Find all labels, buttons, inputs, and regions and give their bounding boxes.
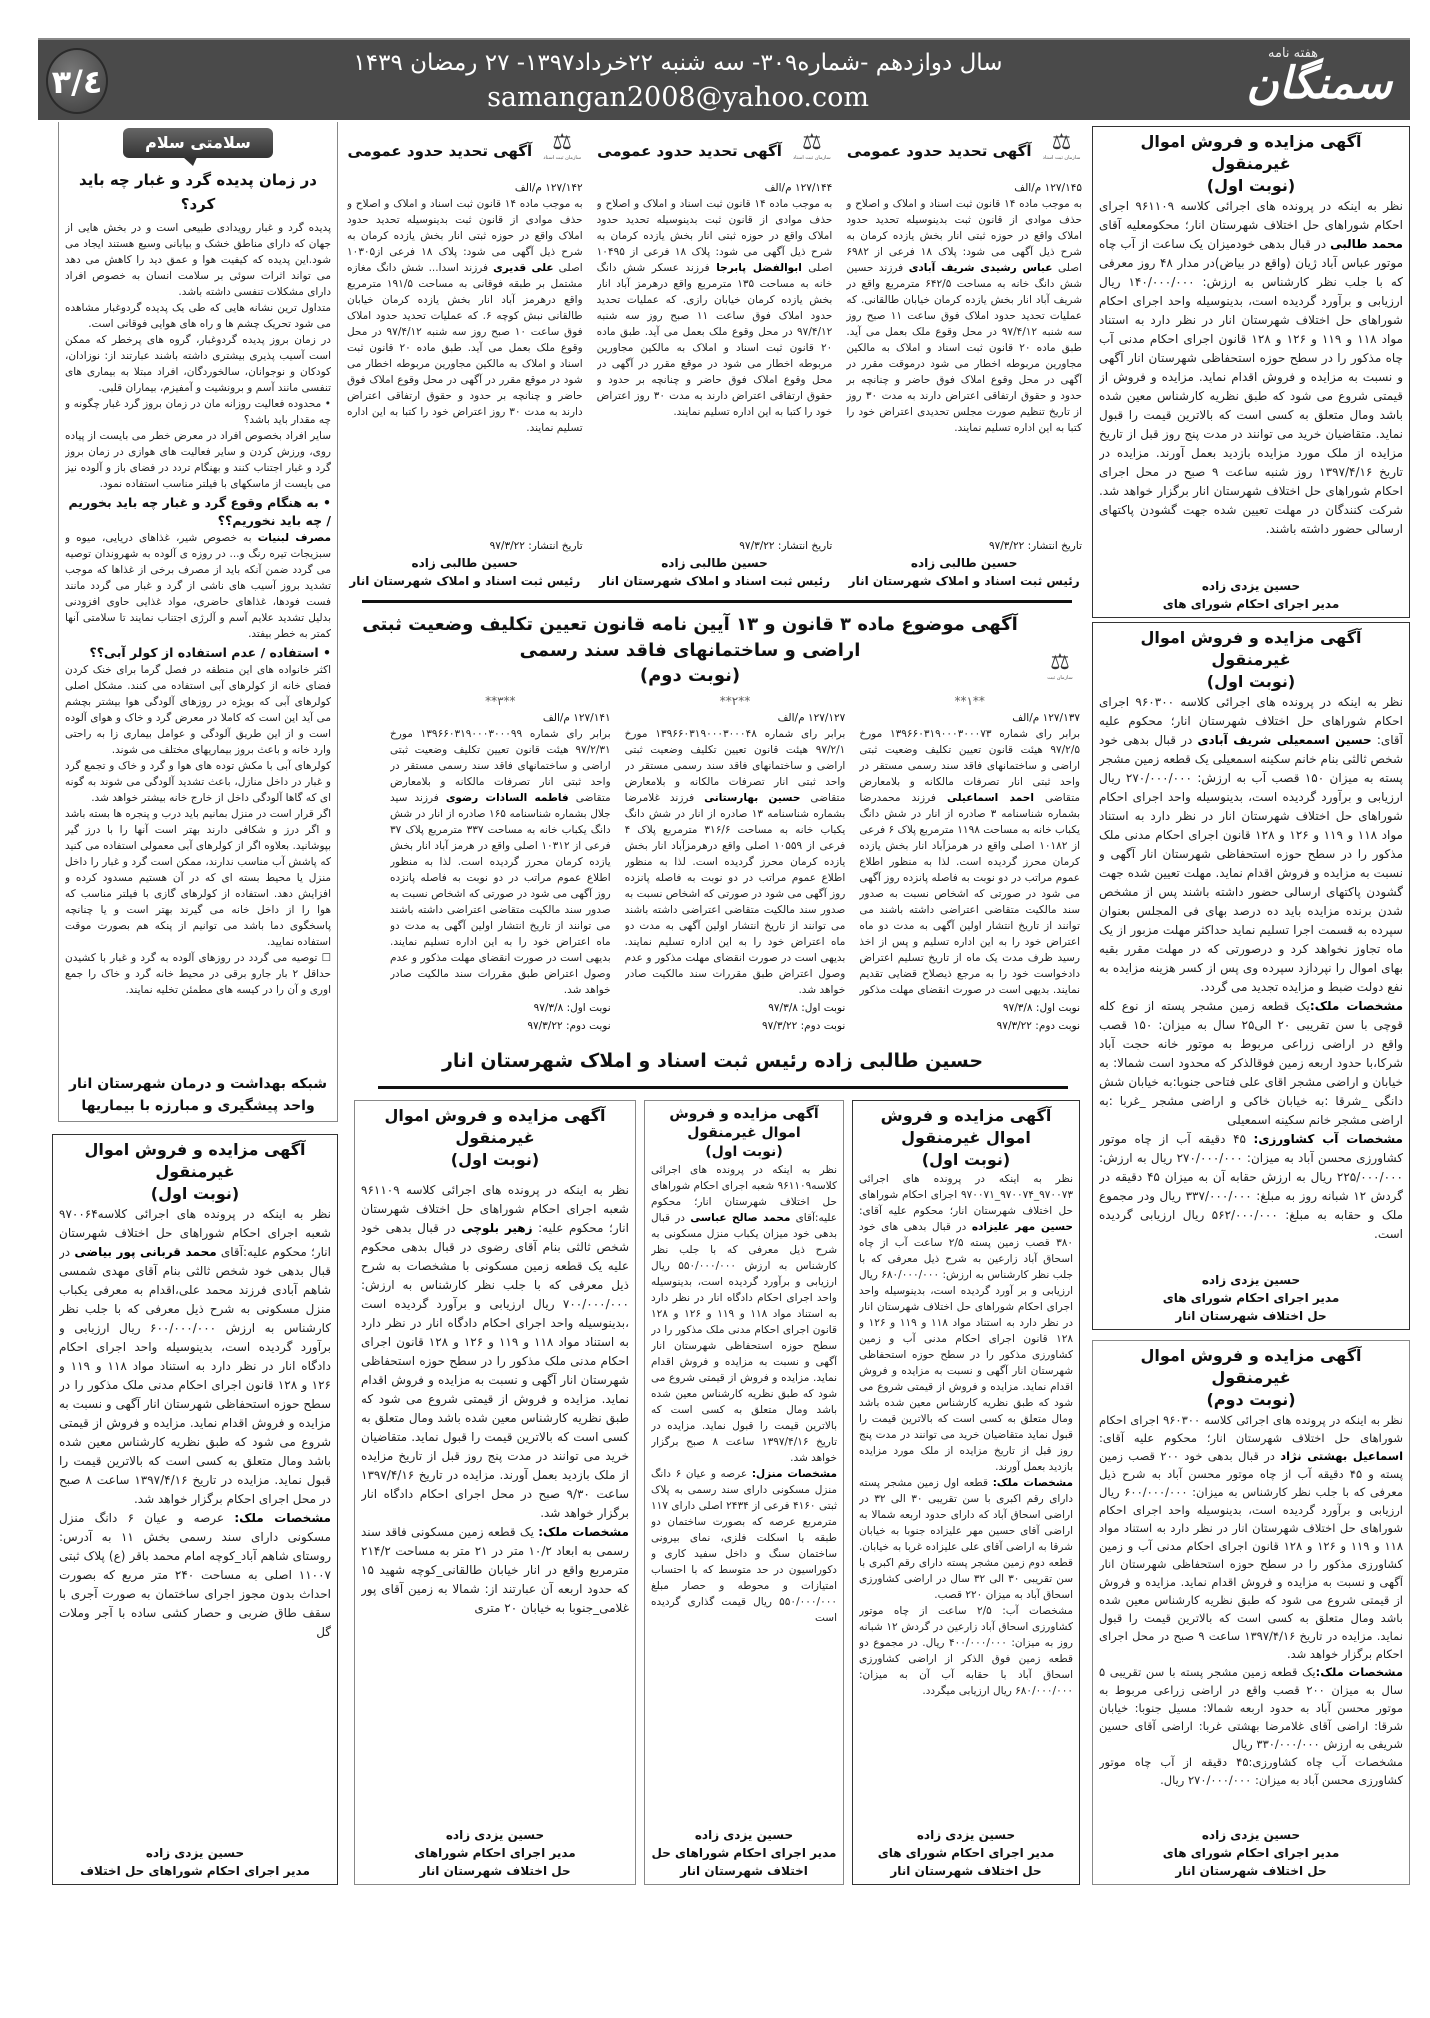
health-paragraph: • محدوده فعالیت روزانه مان در زمان بروز گرد غبار چگونه و چه مقدار باید باشد؟ bbox=[65, 398, 331, 426]
health-subheading: • استفاده / عدم استفاده از کولر آبی؟؟ bbox=[89, 645, 331, 660]
signer-title: مدیر اجرای احکام شوراهای حل bbox=[651, 1846, 837, 1860]
notice-title: آگهی تحدید حدود عمومی bbox=[347, 142, 533, 160]
water-specs: مشخصات آب: ۲/۵ ساعت از چاه موتور کشاورزی اسحاق آباد زارعین در گردش ۱۲ شبانه روز به میزان: ۴۰۰/۰۰۰/۰۰۰ ریال. در مجموع دو قطعه زمین فوق الذکر از اراضی کشاورزی اسحاق آباد با حقابه آب آن به میزان: ۶۸۰/۰۰۰/۰۰۰ ریال ارزیابی میگردد. bbox=[859, 1605, 1073, 1697]
notice-title: آگهی مزایده و فروش اموال غیرمنقول bbox=[669, 1106, 819, 1141]
notice-title: آگهی مزایده و فروش اموال غیرمنقول bbox=[1140, 132, 1362, 173]
notice-body: نظر به اینکه در پرونده های اجرائی کلاسه ۹۶۰۳۰۰ اجرای احکام شوراهای حل اختلاف شهرستان انار؛ محکوم علیه آقای: اسماعیل بهشتی نژاد در قبال بدهی خود ۲۰۰ قصب زمین پسته و ۴۵ دقیقه آب از چاه موتور محسن آباد به شرح ذیل معرفی که با جلب نظر کارشناس به میزان: ۶۰۰/۰۰۰/۰۰۰ ریال ارزیابی و برآورد گردیده است، بدینوسیله واحد اجرای احکام شوراهای حل اختلاف شهرستان انار در نظر دارد به استناد مواد ۱۱۸ و ۱۱۹ و ۱۲۶ و ۱۲۸ قانون اجرای احکام مدنی آب و زمین کشاورزی مذکور را در سطح حوزه استحفاظی شهرستان انار آگهی و نسبت به مزایده و فروش اقدام نماید. مزایده و فروش از قیمتی شروع می شود که طبق نظریه کارشناس معین شده باشد ومال متعلق به کسی است که بالاترین قیمت را قبول نماید. مزایده در تاریخ ۱۳۹۷/۴/۱۶ ساعت ۹ صبح در محل اجرای احکام برگزار خواهد شد. bbox=[1099, 1413, 1403, 1661]
debtor-name: محمد طالبی bbox=[1330, 237, 1403, 251]
health-paragraph: پدیده گرد و غبار رویدادی طبیعی است و در بخش هایی از جهان که دارای مناطق خشک و بیابانی وسیع هستند ایجاد می شود.این پدیده که کیفیت هوا و عمق دید را کاهش می دهد می تواند اثرات سوئی بر سلامت انسان به خصوص افراد دارای مشکلات تنفسی داشته باشد. bbox=[65, 222, 331, 298]
notice-round: (نوبت اول) bbox=[921, 1150, 1011, 1169]
signer-title-2: حل اختلاف شهرستان انار bbox=[1175, 1864, 1327, 1878]
signer-title-2: حل اختلاف شهرستان انار bbox=[419, 1864, 571, 1878]
property-specs: مشخصات ملک:یک قطعه زمین مشجر پسته با سن تقریبی ۵ سال به میزان ۲۰۰ قصب واقع در اراضی زراعی مربوط به موتور محسن آباد به حدود اربعه شمالا: مسیل جنوبا: خیابان شرقا: اراضی آقای غلامرضا بهشتی غربا: اراضی آقای حسین شریفی به ارزش ۳۳۰/۰۰۰/۰۰۰ ریال bbox=[1099, 1665, 1403, 1751]
health-article bbox=[58, 122, 338, 1122]
item-marker: **۱** bbox=[954, 694, 985, 708]
signer-title-2: اختلاف شهرستان انار bbox=[680, 1864, 808, 1878]
second-publish: نوبت دوم: ۹۷/۳/۲۲ bbox=[762, 1020, 846, 1032]
notice-round: (نوبت اول) bbox=[1206, 176, 1296, 195]
signer-name: حسین یزدی زاده bbox=[916, 1828, 1016, 1842]
health-section-banner: سلامتی سلام bbox=[123, 128, 273, 158]
signer-name: حسین یزدی زاده bbox=[445, 1828, 545, 1842]
owner-name: عباس رشیدی شریف آبادی bbox=[908, 262, 1053, 274]
health-paragraph: متداول ترین نشانه هایی که طی یک پدیده گردوغبار مشاهده می شود تحریک چشم ها و راه های هوایی فوقانی است. bbox=[65, 302, 331, 330]
article3-round: (نوبت دوم) bbox=[639, 665, 741, 686]
notice-title: آگهی تحدید حدود عمومی bbox=[597, 142, 782, 160]
auction-notice-right-top bbox=[1092, 126, 1410, 618]
signer-name: حسین یزدی زاده bbox=[145, 1846, 245, 1860]
notice-body: به موجب ماده ۱۴ قانون ثبت اسناد و املاک و اصلاح و حذف موادی از قانون ثبت بدینوسیله تحدید حدود املاک واقع در حوزه ثبتی انار بخش یازده کرمان به شرح ذیل آگهی می شود: پلاک ۱۸ فرعی از ۶۹۸۲ اصلی عباس رشیدی شریف آبادی فرزند حسین شش دانگ خانه به مساحت ۶۴۲/۵ مترمربع واقع در شریف آباد انار بخش یازده کرمان خیابان طالقانی. که عملیات تحدید حدود املاک فوق ساعت ۱۱ صبح روز سه شنبه ۹۷/۴/۱۲ در محل وقوع ملک بعمل می آید. طبق ماده ۲۰ قانون ثبت اسناد و املاک به مالکین مجاورین مربوطه اخطار می شود درموقت مقرر در آگهی در محل وقوع املاک فوق حاضر و چنانچه بر حدود و حقوق ارتفاقی اعتراض دارند به مدت ۳۰ روز از تاریخ تنظیم صورت مجلس تحدیدی اعتراض خود را کتبا به این اداره تسلیم نمایند. bbox=[846, 198, 1082, 434]
first-publish: نوبت اول: ۹۷/۳/۸ bbox=[1002, 1002, 1080, 1014]
notice-body: به موجب ماده ۱۴ قانون ثبت اسناد و املاک و اصلاح و حذف موادی از قانون ثبت بدینوسیله تحدید حدود املاک واقع در حوزه ثبتی انار بخش یازده کرمان به شرح ذیل آگهی می شود: پلاک ۱۸ فرعی از ۱۰۴۹۵ اصلی ابوالفضل پابرجا فرزند عسکر شش دانگ خانه به مساحت ۱۳۵ مترمربع واقع درهرمز آباد انار بخش یازده کرمان خیابان رازی. که عملیات تحدید حدود املاک فوق ساعت ۱۱ صبح روز سه شنبه ۹۷/۴/۱۲ در محل وقوع ملک بعمل می آید. طبق ماده ۲۰ قانون ثبت اسناد و املاک به مالکین مجاورین مربوطه اخطار می شود در موقع مقرر در آگهی در محل وقوع املاک فوق حاضر و چنانچه بر حدود و حقوق ارتفاقی اعتراض دارند به مدت ۳۰ روز اعتراض خود را کتبا به این اداره تسلیم نمایند. bbox=[596, 198, 833, 418]
property-specs: مشخصات ملک: قطعه اول زمین مشجر پسته دارای رقم اکبری با سن تقریبی ۳۰ الی ۳۲ در اراضی اسحاق آباد که دارای حدود اربعه شمالا به اراضی آقای حسین مهر علیزاده جنوبا به خیابان شرقا به اراضی آقای علی علیزاده غربا به خیابان. قطعه دوم زمین مشجر پسته دارای رقم اکبری با سن تقریبی ۳۰ الی ۳۲ سال در اراضی کشاورزی اسحاق آباد به میزان ۲۲۰ قصب. bbox=[859, 1477, 1073, 1601]
health-paragraph: اگر قرار است در منزل بمانیم باید درب و پنجره ها بسته باشد و اگر درز و شکافی دارند بهتر است آنها را با درز گیر بپوشانید. بعلاوه اگر از کولرهای آبی معمولی استفاده می کنید که پاشش آب مناسب ندارند، ممکن است گرد و غبار را داخل منزل یا محیط بسته ای که در آن هستیم مسدود کرده و افزایش دهد. استفاده از کولرهای گازی با فیلتر مناسب که هوا را از داخل خانه می گیرند بهتر است و یا چنانچه پاسخگوی دما باشد می توانیم از پنکه هم بصورت موقت استفاده نمایید. bbox=[65, 808, 331, 948]
signer-title: مدیر اجرای احکام شورای های bbox=[1162, 1846, 1340, 1860]
notice-round: (نوبت اول) bbox=[150, 1184, 240, 1203]
health-paragraph: مصرف لبنیات به خصوص شیر، غذاهای دریایی، میوه و سبزیجات تیره رنگ و... در روزه ی آلوده به شهروندان توصیه می گردد ضمن آنکه باید از مصرف برخی از غذاها که موجب تشدید بروز آسیب های ناشی از گرد و غبار می گردد مانند فست فودها، غذاهای حاضری، مواد غذایی حاوی افزودنی بدلیل تشدید علایم آسم و آلرژی اجتناب نمایند تا سلامتی آنها کمتر به خطر بیفتد. bbox=[65, 532, 331, 640]
debtor-name: زهیر بلوچی bbox=[461, 1221, 533, 1235]
signer-title: رئیس ثبت اسناد و املاک شهرستان انار bbox=[349, 574, 581, 588]
health-article-title: در زمان پدیده گرد و غبار چه باید کرد؟ bbox=[79, 171, 317, 213]
applicant-name: احمد اسماعیلی bbox=[947, 792, 1034, 804]
signer-title-2: حل اختلاف شهرستان انار bbox=[1175, 1309, 1327, 1323]
notice-title: آگهی مزایده و فروش اموال غیرمنقول bbox=[84, 1140, 306, 1181]
weekly-label: هفته نامه bbox=[1268, 46, 1318, 61]
judiciary-emblem-icon: ⚖ سازمان ثبت اسناد bbox=[792, 130, 831, 161]
boundary-notice-2 bbox=[597, 130, 833, 590]
auction-notice-right-middle bbox=[1092, 622, 1410, 1330]
second-publish: نوبت دوم: ۹۷/۳/۲۲ bbox=[996, 1020, 1080, 1032]
article3-signature: حسین طالبی زاده رئیس ثبت اسناد و املاک شهرستان انار bbox=[441, 1050, 984, 1072]
judiciary-emblem-icon: ⚖ سازمان ثبت اسناد bbox=[543, 130, 582, 161]
issue-info bbox=[338, 46, 1018, 116]
article3-item-3 bbox=[390, 694, 611, 1034]
item-ref: ۱۲۷/۱۴۱ م/الف bbox=[542, 712, 611, 724]
first-publish: نوبت اول: ۹۷/۳/۸ bbox=[533, 1002, 611, 1014]
notice-body: نظر به اینکه در پرونده های اجرائی کلاسه ۹۶۱۱۰۹ شعبه اجرای احکام شوراهای حل اختلاف شهرستان انار؛ محکوم علیه: زهیر بلوچی در قبال بدهی خود شخص ثالثی بنام آقای رضوی در قبال بدهی محکوم علیه یک قطعه زمین مسکونی با مشخصات به شرح ذیل معرفی که با جلب نظر کارشناس به ارزش: ۷۰۰/۰۰۰/۰۰۰ ریال ارزیابی و برآورد گردیده است ،بدینوسیله واحد اجرای احکام دادگاه انار در نظر دارد به استناد مواد ۱۱۸ و ۱۱۹ و ۱۲۶ و ۱۲۸ قانون اجرای احکام مدنی ملک مذکور را در سطح حوزه استحفاظی شهرستان انار آگهی و نسبت به مزایده و فروش اقدام نماید. مزایده و فروش از قیمتی شروع می شود که طبق نظریه کارشناس معین شده باشد ومال متعلق به کسی است که بالاترین قیمت را قبول نماید. متقاضیان خرید می توانند در مدت پنج روز قبل از تاریخ مزایده از ملک بازدید بعمل آورند. مزایده در تاریخ ۱۳۹۷/۴/۱۶ ساعت ۹/۳۰ صبح در محل اجرای احکام دادگاه انار برگزار خواهد شد. bbox=[361, 1183, 629, 1520]
masthead bbox=[38, 38, 1410, 120]
signer-name: حسین یزدی زاده bbox=[1201, 1273, 1301, 1287]
property-specs: مشخصات منزل: عرصه و عیان ۶ دانگ منزل مسکونی دارای سند رسمی به پلاک ثبتی ۴۱۶۰ فرعی از ۲۴۳۴ اصلی دارای ۱۱۷ مترمربع عرصه که بصورت ساختمان دو طبقه با اسکلت فلزی، نمای بیرونی ساختمان سنگ و داخل سفید کاری و دکوراسیون در حد متوسط که با احتساب امتیازات و محوطه و حصار مبلغ ۵۵۰/۰۰۰/۰۰۰ ریال قیمت گذاری گردیده است bbox=[651, 1468, 837, 1624]
debtor-name: محمد قربانی پور بیاضی bbox=[74, 1245, 217, 1259]
judiciary-emblem-icon: ⚖ سازمان ثبت bbox=[1047, 650, 1073, 681]
health-paragraph: کولرهای آبی با مکش توده های هوا و گرد و خاک و تجمع گرد و غبار در داخل منازل، باعث تشدید آلودگی می شوند به گونه ای که گاها آلودگی داخل از خارج خانه بیشتر خواهد شد. bbox=[65, 760, 331, 804]
property-specs: مشخصات ملک: یک قطعه زمین مسکونی فاقد سند رسمی به ابعاد ۱۰/۲ متر در ۲۱ متر به مساحت ۲۱۴/۲ مترمربع واقع در انار خیابان طالقانی_کوچه شهید ۱۵ که حدود اربعه آن عبارتند از: شمالا به زمین آقای پور غلامی_جنوبا به خیابان ۲۰ متری bbox=[361, 1525, 629, 1615]
notice-body: به موجب ماده ۱۴ قانون ثبت اسناد و املاک و اصلاح و حذف موادی از قانون ثبت بدینوسیله تحدید حدود املاک واقع در حوزه ثبتی انار بخش یازده کرمان به شرح ذیل آگهی می شود: پلاک ۱۸ فرعی از۱۰۳۰۵ اصلی علی قدیری فرزند اسدا... شش دانگ مغازه مشتمل بر طبقه فوقانی به مساحت ۱۹۱/۵ مترمربع واقع درهرمز آباد انار بخش یازده کرمان خیابان طالقانی نبش کوچه ۶. که عملیات تحدید حدود املاک فوق ساعت ۱۰ صبح روز سه شنبه ۹۷/۴/۱۲ در محل وقوع ملک بعمل می آید. طبق ماده ۲۰ قانون ثبت اسناد و املاک به مالکین مجاورین مربوطه اخطار می شود در موقع مقرر در آگهی در محل وقوع املاک فوق حاضر و چنانچه بر حدود و حقوق ارتفاقی اعتراض دارند به مدت ۳۰ روز اعتراض خود را کتبا به این اداره تسلیم نمایند. bbox=[346, 198, 583, 434]
notice-title: آگهی تحدید حدود عمومی bbox=[846, 142, 1032, 160]
notice-round: (نوبت اول) bbox=[1206, 672, 1296, 691]
health-source-2: واحد پیشگیری و مبارزه با بیماریها bbox=[81, 1098, 315, 1114]
auction-notice-right-bottom bbox=[1092, 1340, 1410, 1885]
item-marker: **۲** bbox=[719, 694, 751, 708]
signer-name: حسین یزدی زاده bbox=[1201, 579, 1301, 593]
signer-title: مدیر اجرای احکام شورای های bbox=[877, 1846, 1055, 1860]
signer-title: مدیر اجرای احکام شورای های bbox=[1162, 1291, 1340, 1305]
auction-notice-center-left bbox=[354, 1100, 636, 1885]
health-source-1: شبکه بهداشت و درمان شهرستان انار bbox=[68, 1076, 328, 1092]
article3-items bbox=[390, 694, 1080, 1034]
publish-date: تاریخ انتشار: ۹۷/۳/۲۲ bbox=[489, 540, 583, 552]
water-specs: مشخصات آب چاه کشاورزی:۴۵ دقیقه از آب چاه موتور کشاورزی محسن آباد به میزان: ۲۷۰/۰۰۰/۰۰۰ ریال. bbox=[1099, 1755, 1403, 1787]
notice-body: نظر به اینکه در پرونده های اجرائی کلاسه۹۷۰۰۶۴ شعبه اجرای احکام شوراهای حل اختلاف شهرستان انار؛ محکوم علیه:آقای محمد قربانی پور بیاضی در قبال بدهی خود شخص ثالثی بنام آقای مهدی شمسی شاهم آبادی فرزند محمد علی،اقدام به معرفی یکباب منزل مسکونی به شرح ذیل معرفی که با جلب نظر کارشناس به ارزش ۶۰۰/۰۰۰/۰۰۰ ریال ارزیابی و برآورد گردیده است، بدینوسیله واحد اجرای احکام دادگاه انار در نظر دارد به استناد مواد ۱۱۸ و ۱۱۹ و ۱۲۶ و ۱۲۸ قانون اجرای احکام مدنی ملک مذکور را در سطح حوزه استحفاظی شهرستان انار آگهی و نسبت به مزایده و فروش اقدام نماید. مزایده و فروش از قیمتی شروع می شود که طبق نظریه کارشناس معین شده باشد ومال متعلق به کسی است که بالاترین قیمت را قبول نماید. مزایده در تاریخ ۱۳۹۷/۴/۱۶ ساعت ۸ صبح در محل اجرای احکام برگزار خواهد شد. bbox=[59, 1207, 331, 1506]
auction-notice-center-right bbox=[852, 1100, 1080, 1885]
signer-title-2: حل اختلاف شهرستان انار bbox=[890, 1864, 1042, 1878]
boundary-notice-1 bbox=[846, 130, 1082, 590]
item-body: برابر رای شماره ۱۳۹۶۶۰۳۱۹۰۰۰۳۰۰۰۹۹ مورخ ۹۷/۲/۳۱ هیئت قانون تعیین تکلیف وضعیت ثبتی اراضی و ساختمانهای فاقد سند رسمی مستقر در واحد ثبتی انار تصرفات مالکانه و بلامعارض متقاضی فاطمه السادات رضوی فرزند سید جلال بشماره شناسنامه ۱۶۵ صادره از انار در شش دانگ یکباب خانه به مساحت ۳۳۷ مترمربع پلاک ۳۷ فرعی از ۱۰۳۱۲ اصلی واقع در هرمز آباد انار بخش یازده کرمان محرز گردیده است. لذا به منظور اطلاع عموم مراتب در دو نوبت به فاصله پانزده روز آگهی می شود در صورتی که اشخاص نسبت به صدور سند مالکیت متقاضی اعتراضی داشته باشند می توانند از تاریخ انتشار اولین آگهی به مدت دو ماه اعتراض خود را به این اداره تسلیم نمایند. بدیهی است در صورت انقضای مهلت مذکور و عدم وصول اعتراض طبق مقررات سند مالکیت صادر خواهد شد. bbox=[389, 728, 611, 996]
notice-ref: ۱۲۷/۱۴۲ م/الف bbox=[514, 182, 583, 194]
signer-title: رئیس ثبت اسناد و املاک شهرستان انار bbox=[598, 574, 830, 588]
paper-name: سمنگان bbox=[1246, 58, 1392, 109]
article3-item-2 bbox=[625, 694, 846, 1034]
article3-heading: آگهی موضوع ماده ۳ قانون و ۱۳ آیین نامه قانون تعیین تکلیف وضعیت ثبتی اراضی و ساختمانهای فاقد سند رسمی bbox=[362, 614, 1018, 661]
signer-name: حسین یزدی زاده bbox=[694, 1828, 794, 1842]
notice-body: نظر به اینکه در پرونده های اجرائی کلاسه ۹۶۱۱۰۹ اجرای احکام شوراهای حل اختلاف شهرستان انار؛ محکومعلیه آقای محمد طالبی در قبال بدهی خودمیزان یک ساعت از آب چاه موتور عباس آباد ژیان (واقع در بیاض)در مدار ۴۸ روز معرفی که با جلب نظر کارشناس به ارزش: ۱۴۰/۰۰۰/۰۰۰ ریال ارزیابی و برآورد گردیده است، بدینوسیله واحد اجرای احکام شوراهای حل اختلاف شهرستان انار در نظر دارد به استناد مواد ۱۱۸ و ۱۱۹ و ۱۲۶ و ۱۲۸ قانون اجرای احکام مدنی آب چاه مذکور را در سطح حوزه استحفاظی شهرستان انار آگهی و نسبت به مزایده و فروش اقدام نماید. مزایده و فروش از قیمتی شروع می شود که طبق نظریه کارشناس معین شده باشد ومال متعلق به کسی است که بالاترین قیمت را قبول نماید. متقاضیان خرید می توانند در مدت پنج روز قبل از تاریخ مزایده از ملک مورد مزایده بازدید بعمل آورند. مزایده در تاریخ ۱۳۹۷/۴/۱۶ روز شنبه ساعت ۹ صبح در محل اجرای احکام شوراهای حل اختلاف شهرستان انار برگزار خواهد شد. شرکت کنندگان در مهلت تعیین شده جهت گشودن پاکتهای ارسالی حضور داشته باشند. bbox=[1099, 199, 1403, 536]
health-paragraph: در زمان بروز پدیده گردوغبار، گروه های پرخطر که ممکن است آسیب پذیری بیشتری داشته باشند عبارتند از: نوزادان، کودکان و نوجوانان، سالخوردگان، افراد مبتلا به بیماری های تنفسی مانند آسم و برونشیت و آمفیزم، بیماران قلبی. bbox=[65, 334, 331, 394]
signer-title: مدیر اجرای احکام شورای های bbox=[1162, 597, 1340, 611]
applicant-name: فاطمه السادات رضوی bbox=[445, 792, 569, 804]
signer-title: مدیر اجرای احکام شوراهای bbox=[414, 1846, 576, 1860]
section-divider bbox=[362, 600, 1072, 603]
notice-body: نظر به اینکه در پرونده های اجرائی ۹۷۰۰۷۳_۹۷۰۰۷۴_۹۷۰۰۷۱ اجرای احکام شوراهای حل اختلاف شهرستان انار؛ محکوم علیه آقای: حسین مهر علیزاده در قبال بدهی های خود ۳۸۰ قصب زمین پسته ۲/۵ ساعت آب از چاه اسحاق آباد زارعین به شرح ذیل معرفی که با جلب نظر کارشناس به ارزش: ۶۸۰/۰۰۰/۰۰۰ ریال ارزیابی و بر آورد گردیده است، بدینوسیله واحد اجرای احکام شوراهای حل اختلاف شهرستان انار در نظر دارد به استناد مواد ۱۱۸ و ۱۱۹ و ۱۲۶ و ۱۲۸ قانون اجرای احکام مدنی آب و زمین کشاورزی مذکور را در سطح حوزه استحفاظی شهرستان انار آگهی و نسبت به مزایده و فروش اقدام نماید. مزایده و فروش از قیمتی شروع می شود که طبق نظریه کارشناس معین شده باشد ومال متعلق به کسی است که بالاترین قیمت را قبول نماید متقاضیان خرید می توانند در مدت پنج روز قبل از تاریخ مزایده از ملک مورد مزایده بازدید بعمل آورند. bbox=[859, 1173, 1073, 1473]
notice-round: (نوبت دوم) bbox=[1206, 1390, 1296, 1409]
notice-ref: ۱۲۷/۱۴۴ م/الف bbox=[764, 182, 833, 194]
signer-title: مدیر اجرای احکام شوراهای حل اختلاف bbox=[80, 1864, 310, 1878]
item-ref: ۱۲۷/۱۲۷ م/الف bbox=[777, 712, 846, 724]
auction-notice-center-middle bbox=[644, 1100, 844, 1885]
water-specs: مشخصات آب کشاورزی: ۴۵ دقیقه آب از چاه موتور کشاورزی محسن آباد به میزان: ۲۷۰/۰۰۰/۰۰۰ ریال به ارزش: ۲۲۵/۰۰۰/۰۰۰ ریال به ارزش حقابه آن به میزان ۴۵ دقیقه در گردش ۱۲ شبانه روز به مبلغ: ۳۳۷/۰۰۰/۰۰۰ ریال ودر مجموع ملک و حقابه به مبلغ: ۵۶۲/۰۰۰/۰۰۰ ریال ارزیابی گردیده است. bbox=[1099, 1132, 1403, 1241]
auction-notice-left-bottom bbox=[52, 1134, 338, 1885]
notice-title: آگهی مزایده و فروش اموال غیرمنقول bbox=[1140, 628, 1362, 669]
debtor-name: محمد صالح عباسی bbox=[690, 1212, 791, 1224]
property-specs: مشخصات ملک:یک قطعه زمین مشجر پسته از نوع کله قوچی با سن تقریبی ۲۰ الی۲۵ سال به میزان: ۱۵۰ قصب واقع در اراضی زراعی مربوط به موتور خانه حجت آباد شرکا،با حدود اربعه زمین فوقالذکر که محدود است شمالا: به خیابان و اراضی مشجر اقای علی فتاحی جنوبا:به خیابان شش دانگی _شرقا :به خیابان خاکی و اراضی مشجر _غربا :به اراضی مشجر خانم سکینه اسمعیلی bbox=[1099, 999, 1403, 1127]
first-publish: نوبت اول: ۹۷/۳/۸ bbox=[768, 1002, 846, 1014]
second-publish: نوبت دوم: ۹۷/۳/۲۲ bbox=[527, 1020, 611, 1032]
debtor-name: اسماعیل بهشتی نژاد bbox=[1280, 1449, 1403, 1463]
notice-title: آگهی مزایده و فروش اموال غیرمنقول bbox=[384, 1106, 606, 1147]
email-address[interactable]: samangan2008@yahoo.com bbox=[487, 82, 869, 113]
section-divider bbox=[378, 1086, 1068, 1089]
owner-name: ابوالفضل پابرجا bbox=[716, 262, 802, 274]
item-body: برابر رای شماره ۱۳۹۶۶۰۳۱۹۰۰۰۳۰۰۰۷۳ مورخ ۹۷/۲/۵ هیئت قانون تعیین تکلیف وضعیت ثبتی اراضی و ساختمانهای فاقد سند رسمی مستقر در واحد ثبتی انار تصرفات مالکانه و بلامعارض متقاضی احمد اسماعیلی فرزند محمدرضا بشماره شناسنامه ۳ صادره از انار در شش دانگ یکباب خانه به مساحت ۱۱۹۸ مترمربع پلاک ۶ فرعی از ۱۰۱۸۲ اصلی واقع در هرمزآباد انار بخش یازده کرمان محرز گردیده است. لذا به منظور اطلاع عموم مراتب در دو نوبت به فاصله پانزده روز آگهی می شود در صورتی که اشخاص نسبت به صدور سند مالکیت متقاضی اعتراضی داشته باشند می توانند از تاریخ انتشار اولین آگهی به مدت دو ماه اعتراض خود را به این اداره تسلیم و پس از اخذ رسید ظرف مدت یک ماه از تاریخ تسلیم اعتراض دادخواست خود را به مرجع ذیصلاح قضایی تقدیم نمایند. بدیهی است در صورت انقضای مهلت مذکور bbox=[859, 728, 1080, 996]
owner-name: علی قدیری bbox=[493, 262, 554, 274]
item-marker: **۳** bbox=[485, 694, 516, 708]
signer-name: حسین طالبی زاده bbox=[411, 556, 519, 570]
health-paragraph: ☐ توصیه می گردد در روزهای آلوده به گرد و غبار با کشیدن حداقل ۲ بار جارو برقی در محیط خانه گرد و خاک را جمع اوری و آن را در کیسه های مطمئن تخلیه نمایند. bbox=[65, 952, 331, 996]
signer-name: حسین یزدی زاده bbox=[1201, 1828, 1301, 1842]
notice-ref: ۱۲۷/۱۴۵ م/الف bbox=[1014, 182, 1082, 194]
notice-body: نظر به اینکه در پرونده های اجرائی کلاسه۹۶۱۱۰۹ شعبه اجرای احکام شوراهای حل اختلاف شهرستان انار؛ محکوم علیه:آقای محمد صالح عباسی در قبال بدهی خود میزان یکباب منزل مسکونی به شرح ذیل معرفی که با جلب نظر کارشناس به ارزش ۵۵۰/۰۰۰/۰۰۰ ریال ارزیابی و برآورد گردیده است، بدینوسیله واحد اجرای احکام دادگاه انار در نظر دارد به استناد مواد ۱۱۸ و ۱۱۹ و ۱۲۶ و ۱۲۸ قانون اجرای احکام مدنی ملک مذکور را در سطح حوزه استحفاظی شهرستان انار آگهی و نسبت به مزایده و فروش اقدام نماید. مزایده و فروش از قیمتی شروع می شود که طبق نظریه کارشناس معین شده باشد ومال متعلق به کسی است که بالاترین قیمت را قبول نماید. مزایده در تاریخ ۱۳۹۷/۴/۱۶ ساعت ۸ صبح برگزار خواهد شد. bbox=[651, 1164, 837, 1464]
property-specs: مشخصات ملک: عرصه و عیان ۶ دانگ منزل مسکونی دارای سند رسمی بخش ۱۱ به آدرس: روستای شاهم آباد_کوچه امام محمد باقر (ع) پلاک ثبتی ۱۱۰۰۷ اصلی به مساحت ۲۴۰ متر مربع که بصورت احداث بدون مجوز اجرای ساختمان به صورت آجری با سقف طاق ضربی و حصار کشی ساده با آجر وملات گل bbox=[59, 1511, 331, 1639]
publish-date: تاریخ انتشار: ۹۷/۳/۲۲ bbox=[739, 540, 833, 552]
health-paragraph: سایر افراد بخصوص افراد در معرض خطر می بایست از پیاده روی، ورزش کردن و سایر فعالیت های هوازی در زمان بروز گرد و غبار اجتناب کنند و بهنگام تردد در فضای باز و آلوده نیز می بایست از ماسکهای با فیلتر مناسب استفاده نمود. bbox=[65, 430, 331, 490]
debtor-name: حسین اسمعیلی شریف آبادی bbox=[1197, 733, 1372, 747]
notice-round: (نوبت اول) bbox=[705, 1144, 783, 1160]
health-subheading: • به هنگام وقوع گرد و غبار چه باید بخوریم / چه باید نخوریم؟؟ bbox=[68, 495, 331, 528]
boundary-notice-3 bbox=[347, 130, 583, 590]
signer-title: رئیس ثبت اسناد و املاک شهرستان انار bbox=[848, 574, 1080, 588]
item-ref: ۱۲۷/۱۳۷ م/الف bbox=[1012, 712, 1080, 724]
boundary-notices bbox=[347, 130, 1082, 590]
article3-item-1 bbox=[859, 694, 1080, 1034]
publish-date: تاریخ انتشار: ۹۷/۳/۲۲ bbox=[988, 540, 1082, 552]
page-number-badge: ۳/٤ bbox=[46, 48, 108, 114]
notice-round: (نوبت اول) bbox=[450, 1150, 540, 1169]
signer-name: حسین طالبی زاده bbox=[661, 556, 768, 570]
notice-title: آگهی مزایده و فروش اموال غیرمنقول bbox=[1140, 1346, 1362, 1387]
signer-name: حسین طالبی زاده bbox=[910, 556, 1018, 570]
notice-body: نظر به اینکه در پرونده های اجرائی کلاسه ۹۶۰۳۰۰ اجرای احکام شوراهای حل اختلاف شهرستان انار؛ محکوم علیه آقای: حسین اسمعیلی شریف آبادی در قبال بدهی خود شخص ثالثی بنام خانم سکینه اسمعیلی یک قطعه زمین مشجر پسته به میزان ۱۵۰ قصب آب به ارزش: ۲۷۰/۰۰۰/۰۰۰ ریال ارزیابی و برآورد گردیده است، بدینوسیله واحد اجرای احکام شوراهای حل اختلاف شهرستان انار در نظر دارد به استناد مواد ۱۱۸ و ۱۱۹ و ۱۲۶ و ۱۲۸ قانون اجرای احکام مدنی ملک مذکور را در سطح حوزه استحفاظی شهرستان انار آگهی و نسبت به مزایده و فروش اقدام نماید. مهلت تعیین شده جهت گشودن پاکتهای ارسالی حضور داشته باشند پس از مشخص شدن برنده مزایده باید ده درصد بهای فی المجلس بعنوان سپرده به قسمت اجرا تسلیم نماید حداکثر مهلت مزبور از یک ماه تجاوز نخواهد کرد و درصورتی که در مهلت مقرر بقیه بهای اموال را نپردازد سپرده وی پس از کسر هزینه مزایده به نفع دولت ضبط و مزایده تجدید می گردد. bbox=[1099, 695, 1403, 994]
item-body: برابر رای شماره ۱۳۹۶۶۰۳۱۹۰۰۰۳۰۰۰۴۸ مورخ ۹۷/۲/۱ هیئت قانون تعیین تکلیف وضعیت ثبتی اراضی و ساختمانهای فاقد سند رسمی مستقر در واحد ثبتی انار تصرفات مالکانه و بلامعارض متقاضی حسین بهارستانی فرزند غلامرضا بشماره شناسنامه ۱۳ صادره از انار در شش دانگ یکباب خانه به مساحت ۳۱۶/۶ مترمربع پلاک ۴ فرعی از ۱۰۵۵۹ اصلی واقع درهرمزآباد انار بخش یازده کرمان محرز گردیده است. لذا به منظور اطلاع عموم مراتب در دو نوبت به فاصله پانزده روز آگهی می شود در صورتی که اشخاص نسبت به صدور سند مالکیت متقاضی اعتراضی داشته باشند می توانند از تاریخ انتشار اولین آگهی به مدت دو ماه اعتراض خود را به این اداره تسلیم نمایند. بدیهی است در صورت انقضای مهلت مذکور و عدم وصول اعتراض طبق مقررات سند مالکیت صادر خواهد شد. bbox=[624, 728, 846, 996]
applicant-name: حسین بهارستانی bbox=[704, 792, 801, 804]
issue-line: سال دوازدهم -شماره۳۰۹- سه شنبه ۲۲خرداد۱۳۹۷- ۲۷ رمضان ۱۴۳۹ bbox=[353, 50, 1003, 76]
health-paragraph: اکثر خانواده های این منطقه در فصل گرما برای خنک کردن فضای خانه از کولرهای آبی استفاده می کنند. مشکل اصلی کولرهای آبی که بویژه در روزهای آلودگی هوا بیشتر بچشم می آید این است که کاملا در معرض گرد و خاک و هوای آلوده است و از این طریق آلودگی و عوامل بیماری زا به راحتی وارد خانه و باعث بروز بیماریهای مختلف می شوند. bbox=[65, 664, 331, 756]
judiciary-emblem-icon: ⚖ سازمان ثبت اسناد bbox=[1042, 130, 1081, 161]
debtor-name: حسین مهر علیزاده bbox=[971, 1221, 1073, 1233]
paper-logo bbox=[1246, 44, 1396, 118]
notice-title: آگهی مزایده و فروش اموال غیرمنقول bbox=[880, 1106, 1052, 1147]
